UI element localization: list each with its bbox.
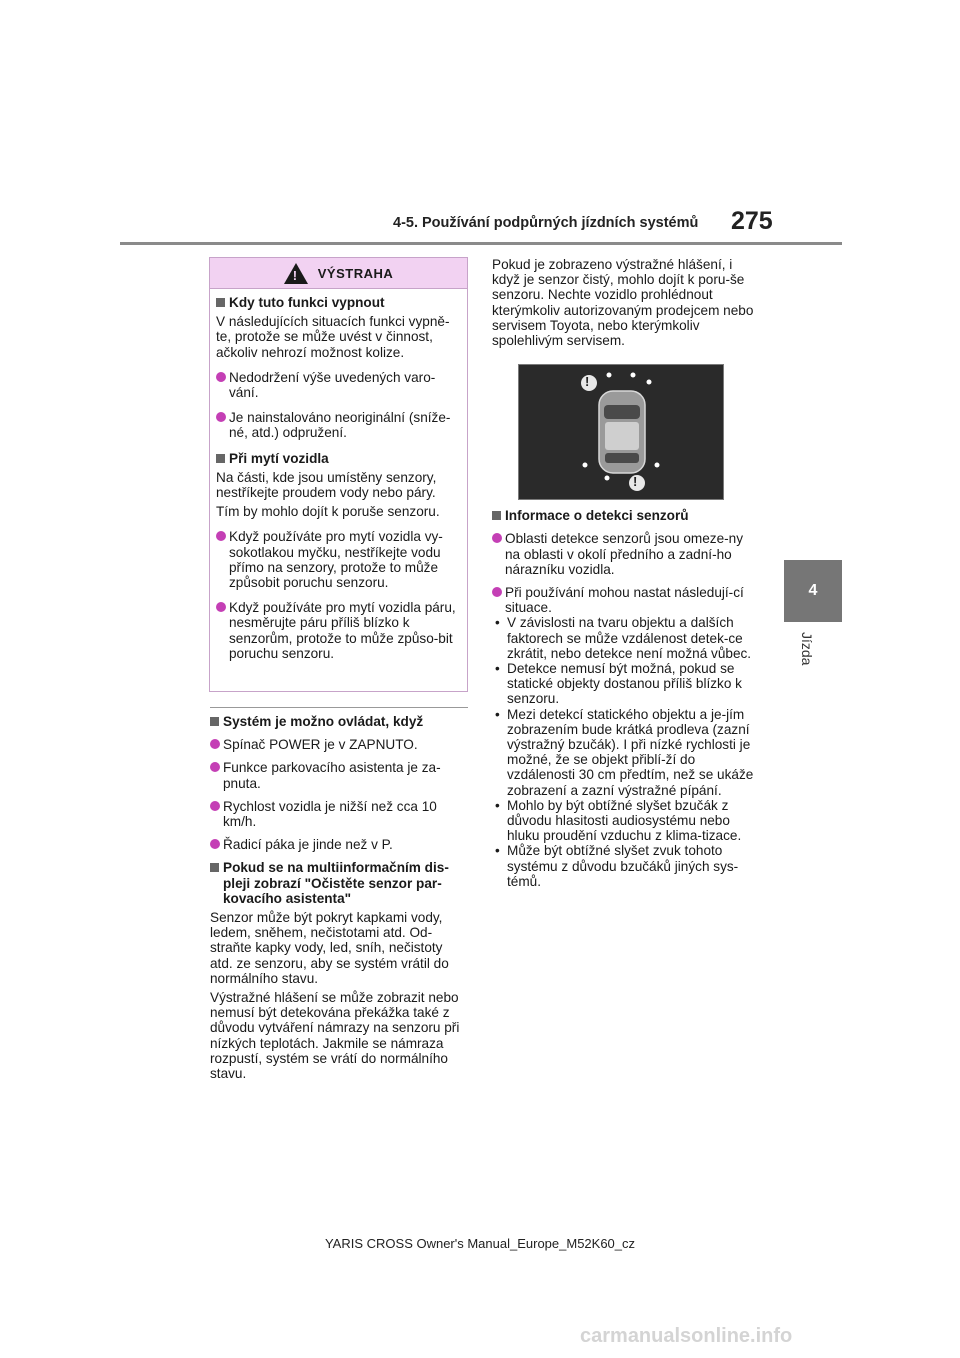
car-rear-window xyxy=(605,453,639,463)
chapter-label-container xyxy=(770,632,860,672)
warning-title: VÝSTRAHA xyxy=(317,265,394,281)
warning-body xyxy=(210,289,467,661)
list-item: Spínač POWER je v ZAPNUTO. xyxy=(210,737,468,752)
round-bullet-icon xyxy=(492,533,502,543)
sensor-dot-icon xyxy=(605,476,610,481)
list-item: Při používání mohou nastat následují-cí situace. xyxy=(492,585,756,615)
warning-bullet: Když používáte pro mytí vozidla vy-sokotlakou myčku, nestříkejte vodu přímo na senzory, protože to může způsobit poruchu senzoru. xyxy=(216,529,462,590)
warning-paragraph: Na části, kde jsou umístěny senzory, nestříkejte proudem vody nebo páry. xyxy=(216,469,437,501)
warning-box xyxy=(209,257,468,692)
left-column xyxy=(210,707,468,1081)
sensor-dot-icon xyxy=(583,463,588,468)
warning-header xyxy=(210,258,467,289)
warning-bullet: Když používáte pro mytí vozidla páru, nesměrujte páru příliš blízko k senzorům, protože to může způso-bit poruchu senzoru. xyxy=(216,600,462,661)
sensor-dot-icon xyxy=(607,373,612,378)
list-item: Oblasti detekce senzorů jsou omeze-ny na oblasti v okolí předního a zadní-ho nárazníku vozidla. xyxy=(492,531,756,577)
section-heading: Informace o detekci senzorů xyxy=(492,508,756,523)
dash-item: • Detekce nemusí být možná, pokud se statické objekty dostanou příliš blízko k senzoru. xyxy=(495,661,742,707)
warning-mark-front: ! xyxy=(585,374,590,390)
dash-item: • Může být obtížné slyšet zvuk tohoto systému z důvodu bzučáků jiných sys-témů. xyxy=(495,843,739,889)
list-item: Řadicí páka je jinde než v P. xyxy=(210,837,468,852)
chapter-tab xyxy=(784,560,842,622)
paragraph: Senzor může být pokryt kapkami vody, ledem, sněhem, nečistotami atd. Od-straňte kapky vody, led, sníh, nečistoty atd. ze senzoru, aby se systém vrátil do normálního stavu. xyxy=(210,910,449,986)
watermark: carmanualsonline.info xyxy=(580,1325,793,1347)
warning-mark-rear: ! xyxy=(633,474,638,490)
car-top-view-illustration xyxy=(519,365,723,499)
round-bullet-icon xyxy=(210,739,220,749)
section-heading: Systém je možno ovládat, když xyxy=(210,714,468,729)
right-column xyxy=(492,257,756,889)
footer-text: YARIS CROSS Owner's Manual_Europe_M52K60_cz xyxy=(324,1236,636,1251)
round-bullet-icon xyxy=(210,839,220,849)
car-roof xyxy=(605,422,639,450)
list-item: Rychlost vozidla je nižší než cca 10 km/h. xyxy=(210,799,468,829)
section-divider xyxy=(210,707,468,708)
round-bullet-icon xyxy=(210,762,220,772)
warning-bullet: Je nainstalováno neoriginální (sníže-né, atd.) odpružení. xyxy=(216,410,462,440)
section-title: 4-5. Používání podpůrných jízdních systémů xyxy=(393,215,699,231)
paragraph: Pokud je zobrazeno výstražné hlášení, i když je senzor čistý, mohlo dojít k poru-še senzoru. Nechte vozidlo prohlédnout kterýmkoliv autorizovaným prodejcem nebo servisem Toyota, nebo kterýmkoliv spolehlivým servisem. xyxy=(492,257,754,349)
round-bullet-icon xyxy=(492,587,502,597)
dash-item: • V závislosti na tvaru objektu a dalších faktorech se může vzdálenost detek-ce zkrátit, nebo detekce není možná vůbec. xyxy=(495,615,752,661)
square-bullet-icon xyxy=(210,717,219,726)
car-windshield xyxy=(604,405,640,419)
dash-item: • Mezi detekcí statického objektu a je-jím zobrazením bude krátká prodleva (zazní výstražný bzučák). I při nízké rychlosti je možné, že se objekt přiblí-ží do vzdálenosti 30 cm předtím, než se ukáže zobrazení a zazní výstražné pípání. xyxy=(495,706,754,798)
round-bullet-icon xyxy=(210,801,220,811)
sensor-dot-icon xyxy=(655,463,660,468)
square-bullet-icon xyxy=(492,511,501,520)
warning-heading: Při mytí vozidla xyxy=(216,451,462,466)
sensor-dot-icon xyxy=(647,380,652,385)
round-bullet-icon xyxy=(216,602,226,612)
warning-paragraph: V následujících situacích funkci vypně-te, protože se může uvést v činnost, ačkoliv nehrozí možnost kolize. xyxy=(216,314,450,360)
round-bullet-icon xyxy=(216,412,226,422)
header-divider xyxy=(120,242,842,245)
warning-triangle-icon xyxy=(284,263,308,284)
square-bullet-icon xyxy=(210,863,219,872)
page-number: 275 xyxy=(731,207,773,235)
warning-paragraph: Tím by mohlo dojít k poruše senzoru. xyxy=(216,504,440,520)
dash-item: • Mohlo by být obtížné slyšet bzučák z důvodu hlasitosti audiosystému nebo hluku proudění vzduchu z klima-tizace. xyxy=(495,797,742,844)
warning-bullet: Nedodržení výše uvedených varo-vání. xyxy=(216,370,462,400)
section-heading: Pokud se na multiinformačním dis-pleji zobrazí "Očistěte senzor par-kovacího asistenta" xyxy=(210,860,468,906)
round-bullet-icon xyxy=(216,531,226,541)
list-item: Funkce parkovacího asistenta je za-pnuta. xyxy=(210,760,468,790)
warning-heading: Kdy tuto funkci vypnout xyxy=(216,295,462,310)
sensor-dot-icon xyxy=(631,373,636,378)
round-bullet-icon xyxy=(216,372,226,382)
chapter-label: Jízda xyxy=(799,632,815,666)
chapter-number: 4 xyxy=(808,582,818,599)
paragraph: Výstražné hlášení se může zobrazit nebo nemusí být detekována překážka také z důvodu vytváření námrazy na senzoru při nízkých teplotách. Jakmile se námraza rozpustí, systém se vrátí do normálního stavu. xyxy=(210,990,460,1082)
sensor-figure xyxy=(518,364,724,500)
square-bullet-icon xyxy=(216,454,225,463)
square-bullet-icon xyxy=(216,298,225,307)
